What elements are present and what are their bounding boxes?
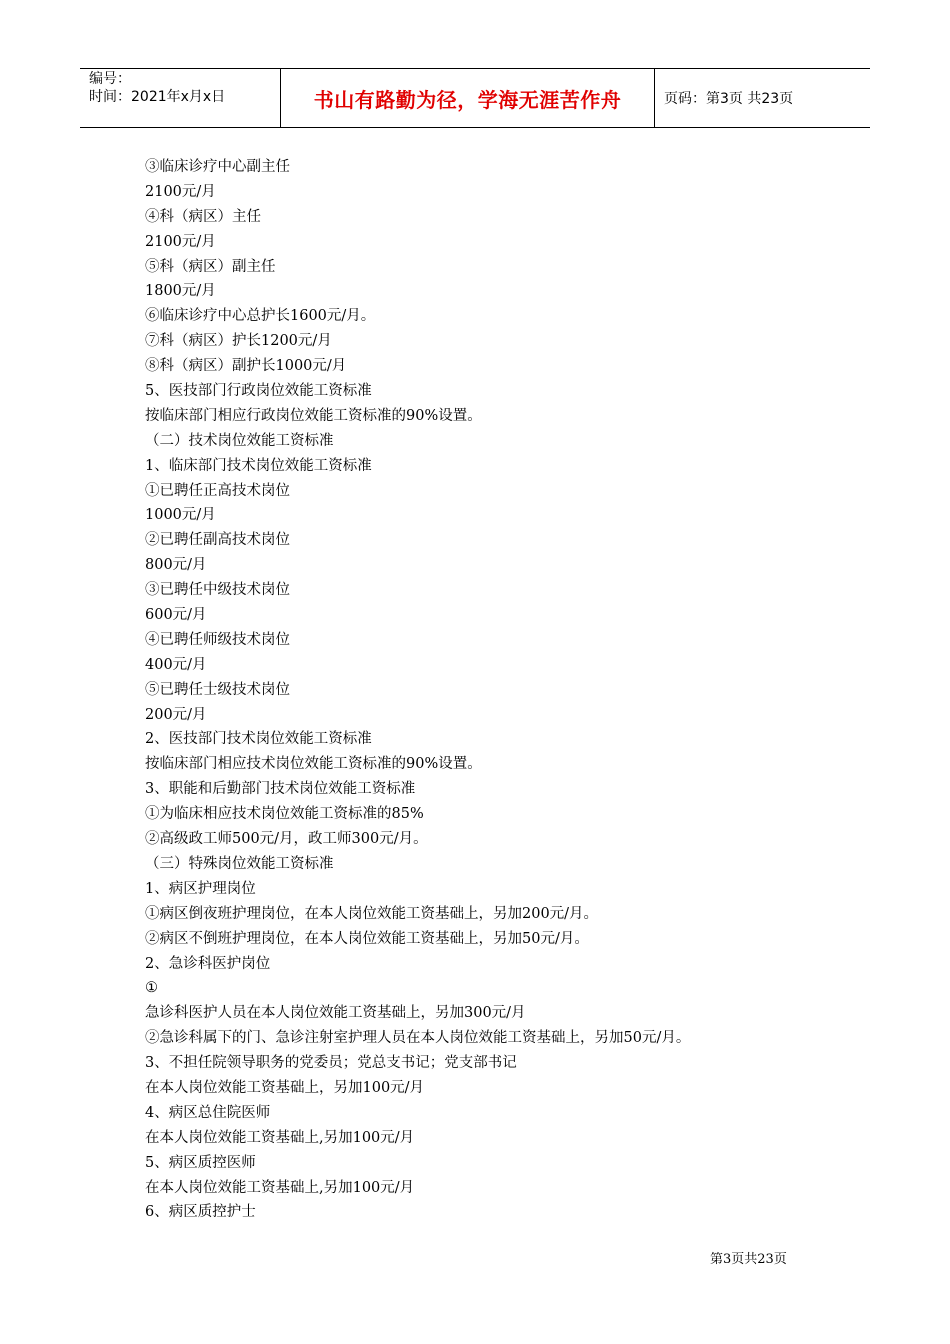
text-line: 200元/月 <box>145 706 207 723</box>
text-line: 在本人岗位效能工资基础上,另加100元/月 <box>145 1179 415 1196</box>
text-line: 急诊科医护人员在本人岗位效能工资基础上，另加300元/月 <box>145 1005 526 1022</box>
text-line: 600元/月 <box>145 607 207 624</box>
text-line: ①病区倒夜班护理岗位，在本人岗位效能工资基础上，另加200元/月。 <box>145 905 599 922</box>
page-header <box>80 68 870 128</box>
text-line: 在本人岗位效能工资基础上，另加100元/月 <box>145 1079 425 1096</box>
text-line: ②急诊科属下的门、急诊注射室护理人员在本人岗位效能工资基础上，另加50元/月。 <box>145 1030 691 1047</box>
document-number-label: 编号： <box>89 71 131 87</box>
text-line: 5、医技部门行政岗位效能工资标准 <box>145 383 372 400</box>
text-line: 1800元/月 <box>145 283 216 300</box>
text-line: ④科（病区）主任 <box>145 208 261 225</box>
text-line: 800元/月 <box>145 557 207 574</box>
text-line: 4、病区总住院医师 <box>145 1104 271 1121</box>
text-line: 5、病区质控医师 <box>145 1154 256 1171</box>
text-line: 2100元/月 <box>145 183 216 200</box>
document-date: 时间：2021年x月x日 <box>89 89 226 105</box>
text-line: ②已聘任副高技术岗位 <box>145 532 290 549</box>
text-line: 400元/月 <box>145 656 207 673</box>
text-line: ③临床诊疗中心副主任 <box>145 159 290 175</box>
text-line: ①已聘任正高技术岗位 <box>145 482 290 499</box>
text-line: ③已聘任中级技术岗位 <box>145 582 290 599</box>
text-line: 在本人岗位效能工资基础上,另加100元/月 <box>145 1129 415 1146</box>
text-line: 3、不担任院领导职务的党委员；党总支书记；党支部书记 <box>145 1055 517 1072</box>
text-line: 2100元/月 <box>145 233 216 250</box>
text-line: ①为临床相应技术岗位效能工资标准的85% <box>145 806 424 823</box>
text-line: 2、急诊科医护岗位 <box>145 955 271 972</box>
text-line: （二）技术岗位效能工资标准 <box>145 432 334 449</box>
text-line: ① <box>145 980 158 997</box>
text-line: 1、临床部门技术岗位效能工资标准 <box>145 457 372 474</box>
text-line: ⑧科（病区）副护长1000元/月 <box>145 358 347 375</box>
text-line: ⑤科（病区）副主任 <box>145 258 276 275</box>
text-line: 3、职能和后勤部门技术岗位效能工资标准 <box>145 781 416 798</box>
text-line: 2、医技部门技术岗位效能工资标准 <box>145 731 372 748</box>
text-line: 6、病区质控护士 <box>145 1204 256 1221</box>
text-line: ⑦科（病区）护长1200元/月 <box>145 333 332 350</box>
text-line: ④已聘任师级技术岗位 <box>145 631 290 648</box>
text-line: ⑥临床诊疗中心总护长1600元/月。 <box>145 308 376 325</box>
text-line: 1000元/月 <box>145 507 216 524</box>
text-line: ②病区不倒班护理岗位，在本人岗位效能工资基础上，另加50元/月。 <box>145 930 589 947</box>
header-page-number: 页码：第3页 共23页 <box>664 91 794 107</box>
page-footer: 第3页共23页 <box>710 1252 787 1267</box>
text-line: 按临床部门相应行政岗位效能工资标准的90%设置。 <box>145 407 482 424</box>
document-body <box>145 155 845 1225</box>
text-line: 1、病区护理岗位 <box>145 880 256 897</box>
header-motto: 书山有路勤为径，学海无涯苦作舟 <box>281 69 655 127</box>
text-line: （三）特殊岗位效能工资标准 <box>145 855 334 872</box>
header-meta <box>80 69 281 127</box>
text-line: ②高级政工师500元/月，政工师300元/月。 <box>145 831 428 848</box>
text-line: 按临床部门相应技术岗位效能工资标准的90%设置。 <box>145 756 482 773</box>
text-line: ⑤已聘任士级技术岗位 <box>145 681 290 698</box>
